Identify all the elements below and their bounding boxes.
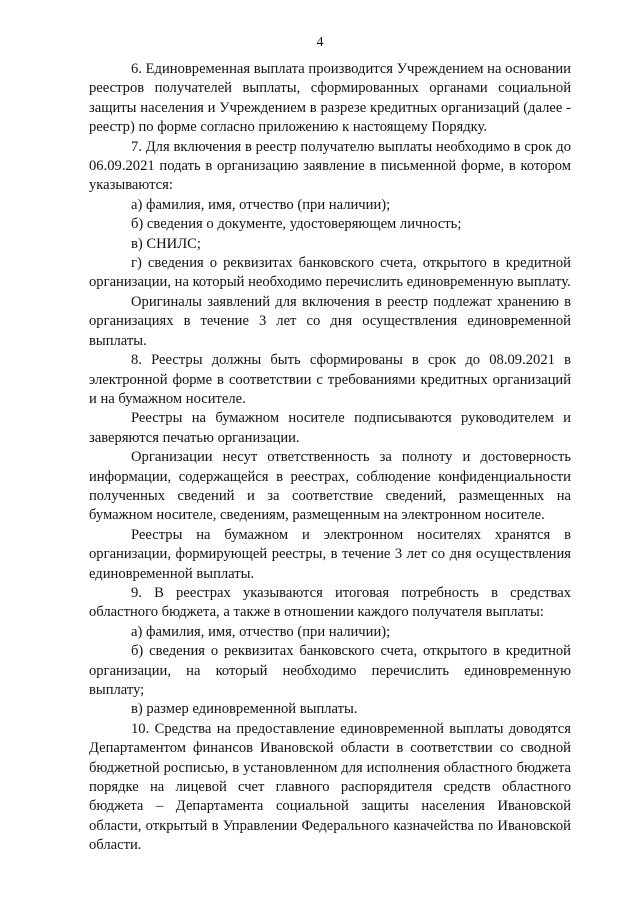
list-item-a-name: а) фамилия, имя, отчество (при наличии); — [131, 196, 391, 213]
paragraph-registers-storage: Реестры на бумажном и электронном носителях хранятся в организации, формирующей реестры, в течение 3 лет со дня осуществления единовременной выплаты. — [89, 526, 571, 582]
paragraph-originals-storage: Оригиналы заявлений для включения в реестр подлежат хранению в организациях в течение 3 лет со дня осуществления единовременной выплаты. — [89, 293, 571, 349]
paragraph-8-intro: 8. Реестры должны быть сформированы в срок до 08.09.2021 в электронной форме в соответствии с требованиями кредитных организаций и на бумажном носителе. — [89, 352, 571, 407]
list-item-a-name-2: а) фамилия, имя, отчество (при наличии); — [131, 623, 391, 640]
paragraph-paper-registers: Реестры на бумажном носителе подписываются руководителем и заверяются печатью организации. — [89, 410, 571, 446]
page-number: 4 — [316, 35, 324, 50]
paragraph-9-intro: 9. В реестрах указываются итоговая потребность в средствах областного бюджета, а также в отношении каждого получателя выплаты: — [89, 584, 571, 621]
document-body — [89, 60, 571, 856]
paragraph-10-funds: 10. Средства на предоставление единовременной выплаты доводятся Департаментом финансов Ивановской области в соответствии со сводной бюджетной росписью, в установленном для исполнения областного бюджета порядке на лицевой счет главного распорядителя средств областного бюджета – Департамента социальной защиты населения Ивановской области, открытый в Управлении Федерального казначейства по Ивановской области. — [89, 720, 571, 854]
paragraph-7-intro: 7. Для включения в реестр получателю выплаты необходимо в срок до 06.09.2021 подать в организацию заявление в письменной форме, в котором указываются: — [89, 138, 571, 194]
list-item-v-amount: в) размер единовременной выплаты. — [131, 701, 358, 718]
paragraph-responsibility: Организации несут ответственность за полноту и достоверность информации, содержащейся в реестрах, соблюдение конфиденциальности полученных сведений и за соответствие сведений, размещенных на бумажном носителе, сведениям, размещенным на электронном носителе. — [89, 449, 571, 524]
list-item-b-bank-2: б) сведения о реквизитах банковского счета, открытого в кредитной организации, на который необходимо перечислить единовременную выплату; — [89, 643, 571, 698]
list-item-g-bank: г) сведения о реквизитах банковского счета, открытого в кредитной организации, на который необходимо перечислить единовременную выплату. — [89, 255, 571, 291]
list-item-b-identity: б) сведения о документе, удостоверяющем личность; — [131, 216, 462, 233]
list-item-v-snils: в) СНИЛС; — [131, 235, 201, 252]
paragraph-6-intro: 6. Единовременная выплата производится Учреждением на основании реестров получателей выплаты, сформированных органами социальной защиты населения и Учреждением в разрезе кредитных организаций (далее - реестр) по форме согласно приложению к настоящему Порядку. — [89, 61, 571, 136]
